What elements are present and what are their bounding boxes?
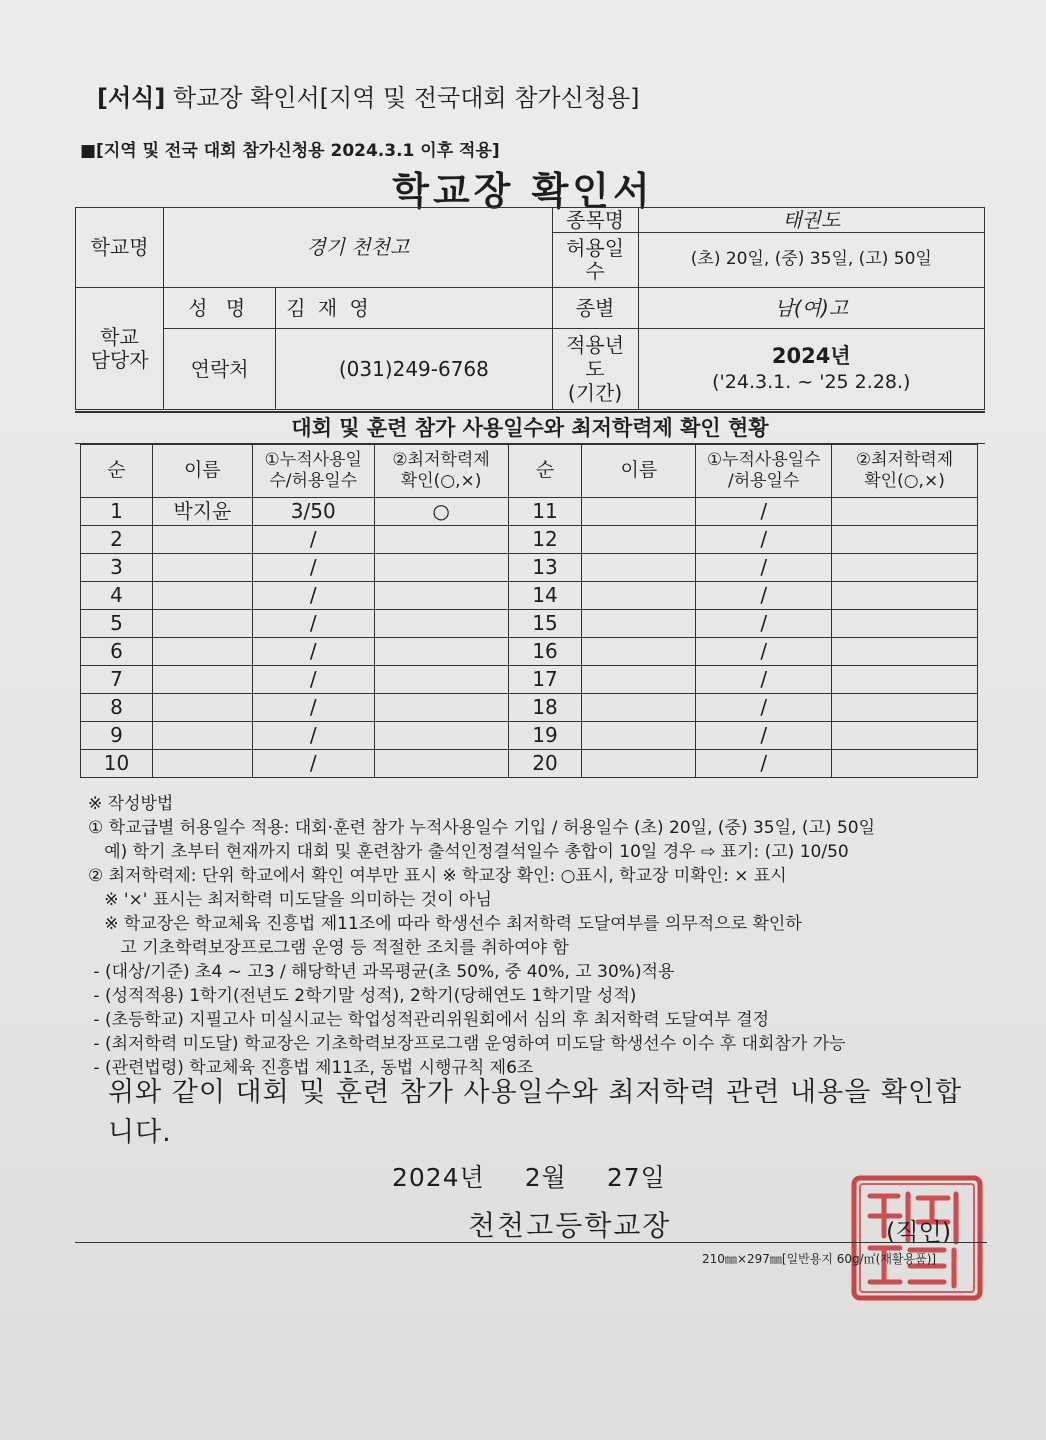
section-title-bar (75, 411, 985, 444)
period-year: 2024년 (771, 344, 851, 368)
row-days-right: / (696, 722, 832, 750)
sub-header: ■[지역 및 전국 대회 참가신청용 2024.3.1 이후 적용] (80, 141, 500, 161)
seal-label: (직인) (886, 1218, 952, 1246)
row-no-left: 7 (81, 666, 153, 694)
row-days-left: / (252, 666, 374, 694)
row-no-left: 6 (81, 638, 153, 666)
row-days-right: / (696, 694, 832, 722)
table-row (81, 582, 978, 610)
table-row (81, 638, 978, 666)
row-name-left (152, 666, 252, 694)
row-days-right: / (696, 498, 832, 526)
row-check-right (832, 694, 978, 722)
row-days-right: / (696, 582, 832, 610)
row-name-left (152, 722, 252, 750)
table-row (81, 722, 978, 750)
row-check-left (374, 694, 508, 722)
note-line: - (대상/기준) 초4 ~ 고3 / 해당학년 과목평균(초 50%, 중 40%, 고 30%)적용 (88, 962, 675, 982)
divider (75, 1242, 987, 1243)
row-no-left: 5 (81, 610, 153, 638)
row-no-right: 12 (508, 526, 582, 554)
row-name-right (582, 498, 696, 526)
note-line: ① 학교급별 허용일수 적용: 대회·훈련 참가 누적사용일수 기입 / 허용일수 (초) 20일, (중) 35일, (고) 50일 (88, 818, 876, 838)
note-line: - (최저학력 미도달) 학교장은 기초학력보장프로그램 운영하여 미도달 학생선수 이수 후 대회참가 가능 (88, 1034, 846, 1054)
row-no-left: 8 (81, 694, 153, 722)
gender-label: 종별 (552, 288, 638, 329)
header-name: 이름 (152, 445, 252, 498)
date-year: 2024년 (392, 1163, 485, 1192)
row-check-left: ○ (374, 498, 508, 526)
row-no-left: 10 (81, 750, 153, 778)
row-no-right: 11 (508, 498, 582, 526)
row-check-right (832, 526, 978, 554)
row-name-right (582, 694, 696, 722)
row-no-left: 3 (81, 554, 153, 582)
notes-section (88, 792, 875, 1080)
contact-value: (031)249-6768 (276, 329, 552, 410)
note-line: ※ '×' 표시는 최저학력 미도달을 의미하는 것이 아님 (88, 890, 492, 910)
sport-label: 종목명 (552, 208, 638, 233)
allowed-days-label: 허용일 수 (552, 233, 638, 288)
name-label: 성 명 (164, 288, 276, 329)
row-name-left (152, 638, 252, 666)
row-days-left: / (252, 694, 374, 722)
row-no-right: 19 (508, 722, 582, 750)
row-no-left: 4 (81, 582, 153, 610)
header-days: ①누적사용일 수/허용일수 (252, 445, 374, 498)
table-row (81, 694, 978, 722)
row-days-left: / (252, 526, 374, 554)
table-row (81, 526, 978, 554)
row-days-right: / (696, 610, 832, 638)
row-days-left: 3/50 (252, 498, 374, 526)
row-days-left: / (252, 610, 374, 638)
closing-statement: 위와 같이 대회 및 훈련 참가 사용일수와 최저학력 관련 내용을 확인합니다. (108, 1077, 963, 1148)
row-check-right (832, 666, 978, 694)
table-row (81, 498, 978, 526)
row-name-left (152, 554, 252, 582)
document-title: 학교장 확인서 (392, 169, 654, 213)
row-no-right: 18 (508, 694, 582, 722)
row-no-left: 9 (81, 722, 153, 750)
note-line: ② 최저학력제: 단위 학교에서 확인 여부만 표시 ※ 학교장 확인: ○표시, 학교장 미확인: × 표시 (88, 866, 787, 886)
row-days-right: / (696, 638, 832, 666)
row-check-right (832, 554, 978, 582)
row-name-left (152, 582, 252, 610)
row-name-right (582, 638, 696, 666)
participation-table (80, 444, 978, 778)
row-check-left (374, 666, 508, 694)
table-row (81, 554, 978, 582)
row-check-right (832, 750, 978, 778)
form-header: [서식] 학교장 확인서[지역 및 전국대회 참가신청용] (97, 84, 640, 112)
row-name-right (582, 582, 696, 610)
row-check-left (374, 722, 508, 750)
row-check-left (374, 582, 508, 610)
note-line: ※ 학교장은 학교체육 진흥법 제11조에 따라 학생선수 최저학력 도달여부를 의무적으로 확인하 (88, 914, 802, 934)
sport-value: 태권도 (638, 208, 984, 233)
row-days-right: / (696, 666, 832, 694)
row-no-left: 2 (81, 526, 153, 554)
row-no-right: 16 (508, 638, 582, 666)
row-name-left (152, 526, 252, 554)
period-value (638, 329, 984, 410)
row-days-right: / (696, 554, 832, 582)
note-line: 예) 학기 초부터 현재까지 대회 및 훈련참가 출석인정결석일수 총합이 10일 경우 ⇨ 표기: (고) 10/50 (88, 842, 849, 862)
note-line: - (초등학교) 지필고사 미실시교는 학업성적관리위원회에서 심의 후 최저학력 도달여부 결정 (88, 1010, 770, 1030)
row-name-right (582, 666, 696, 694)
contact-label: 연락처 (164, 329, 276, 410)
header-no-right: 순 (508, 445, 582, 498)
header-days-right: ①누적사용일수 /허용일수 (696, 445, 832, 498)
row-name-right (582, 610, 696, 638)
row-name-right (582, 722, 696, 750)
row-check-left (374, 638, 508, 666)
row-check-right (832, 610, 978, 638)
section-title: 대회 및 훈련 참가 사용일수와 최저학력제 확인 현황 (75, 412, 985, 444)
row-no-right: 17 (508, 666, 582, 694)
table-row (81, 666, 978, 694)
row-name-right (582, 554, 696, 582)
row-check-right (832, 582, 978, 610)
row-no-right: 14 (508, 582, 582, 610)
row-check-left (374, 610, 508, 638)
row-check-right (832, 722, 978, 750)
row-check-left (374, 526, 508, 554)
row-name-left (152, 694, 252, 722)
header-no: 순 (81, 445, 153, 498)
note-line: ※ 작성방법 (88, 794, 174, 814)
info-table (75, 207, 985, 410)
principal-name: 천천고등학교장 (468, 1209, 672, 1242)
row-name-left: 박지윤 (152, 498, 252, 526)
row-name-left (152, 610, 252, 638)
header-name-right: 이름 (582, 445, 696, 498)
row-days-left: / (252, 722, 374, 750)
issue-date (392, 1158, 706, 1194)
name-value: 김 재 영 (276, 288, 552, 329)
date-month: 2월 (524, 1163, 567, 1192)
manager-label: 학교 담당자 (76, 288, 164, 410)
period-label: 적용년 도 (기간) (552, 329, 638, 410)
note-line: - (성적적용) 1학기(전년도 2학기말 성적), 2학기(당해연도 1학기말 성적) (88, 986, 637, 1006)
row-name-right (582, 526, 696, 554)
row-no-right: 13 (508, 554, 582, 582)
row-check-left (374, 554, 508, 582)
note-line: 고 기초학력보장프로그램 운영 등 적절한 조치를 취하여야 함 (88, 938, 569, 958)
row-days-left: / (252, 554, 374, 582)
row-no-left: 1 (81, 498, 153, 526)
gender-value: 남(여)고 (638, 288, 984, 329)
table-row (81, 750, 978, 778)
row-no-right: 20 (508, 750, 582, 778)
row-days-left: / (252, 582, 374, 610)
row-days-left: / (252, 750, 374, 778)
row-days-right: / (696, 526, 832, 554)
row-check-right (832, 498, 978, 526)
allowed-days-value: (초) 20일, (중) 35일, (고) 50일 (638, 233, 984, 288)
header-check-right: ②최저학력제 확인(○,×) (832, 445, 978, 498)
row-check-left (374, 750, 508, 778)
row-days-right: / (696, 750, 832, 778)
row-name-right (582, 750, 696, 778)
row-check-right (832, 638, 978, 666)
school-value: 경기 천천고 (164, 208, 552, 288)
row-days-left: / (252, 638, 374, 666)
paper-spec: 210㎜×297㎜[일반용지 60g/㎡(재활용품)] (702, 1252, 937, 1266)
table-row (81, 610, 978, 638)
period-range: ('24.3.1. ~ '25 2.28.) (712, 371, 911, 394)
school-label: 학교명 (76, 208, 164, 288)
row-no-right: 15 (508, 610, 582, 638)
date-day: 27일 (606, 1163, 666, 1192)
row-name-left (152, 750, 252, 778)
header-check: ②최저학력제 확인(○,×) (374, 445, 508, 498)
note-line: - (관련법령) 학교체육 진흥법 제11조, 동법 시행규칙 제6조 (88, 1058, 534, 1078)
